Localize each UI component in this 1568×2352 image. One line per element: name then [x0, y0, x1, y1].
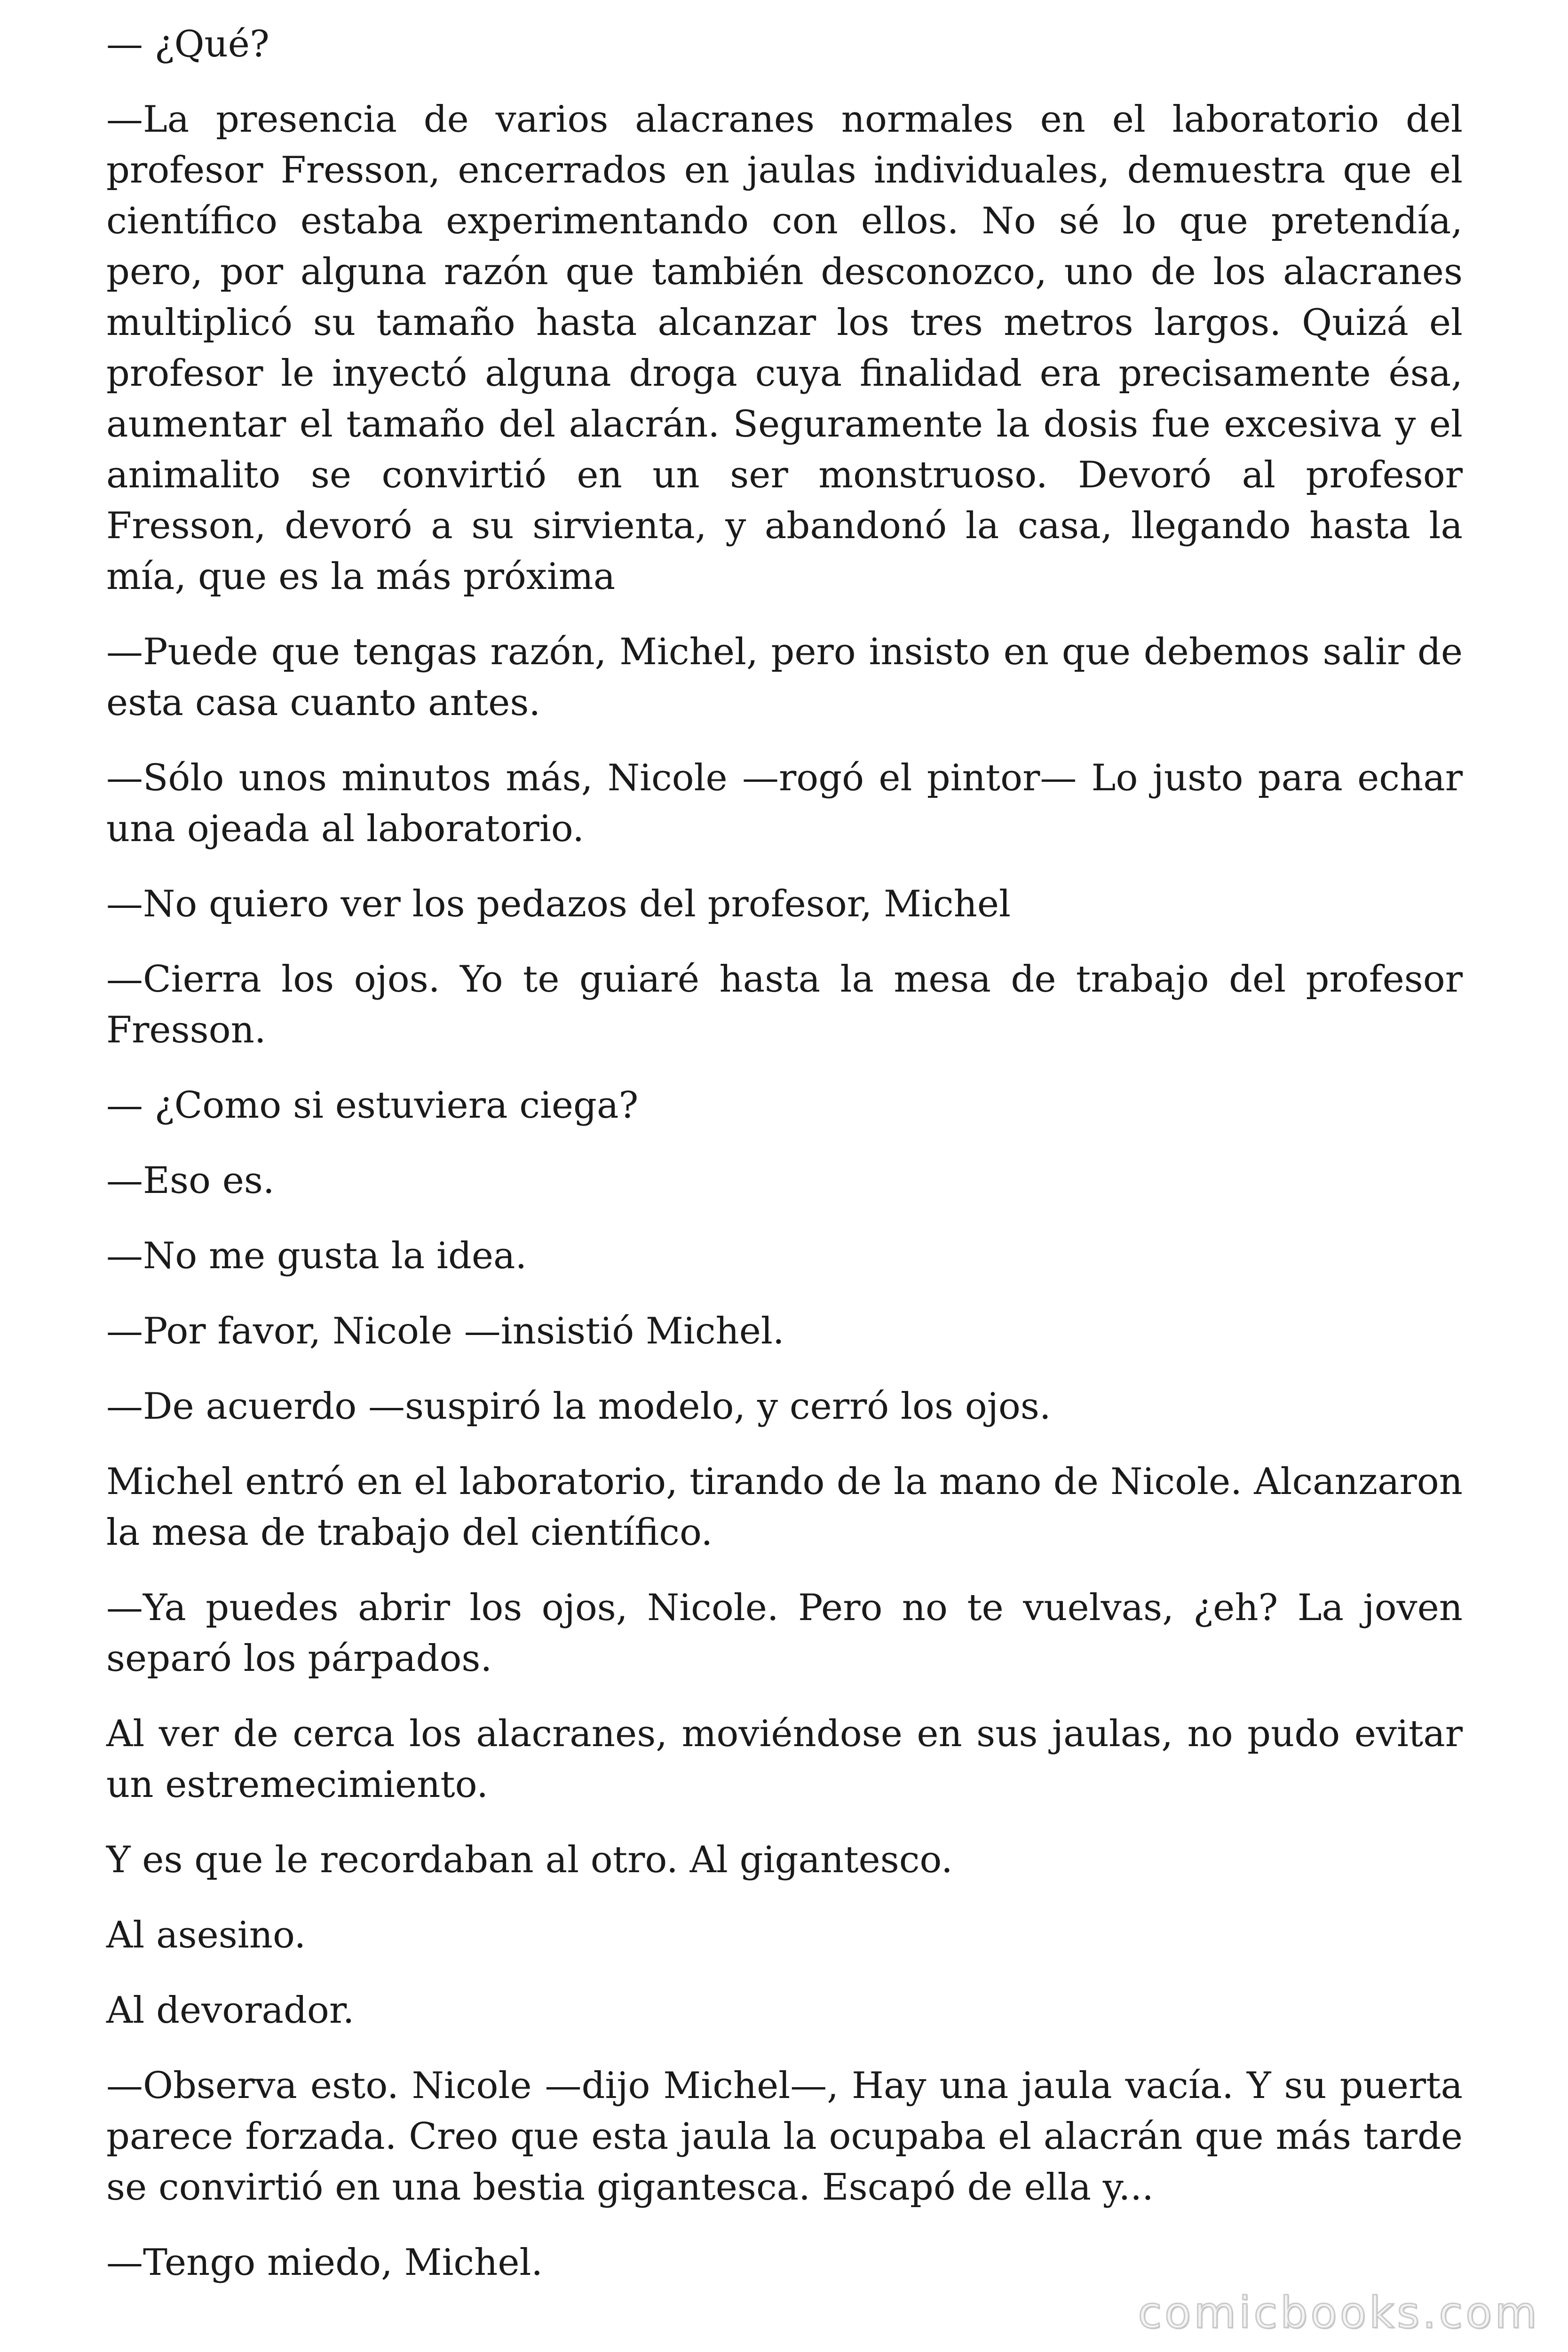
paragraph: Al ver de cerca los alacranes, moviéndose en sus jaulas, no pudo evitar un estremecimiento.	[106, 1713, 1463, 1806]
paragraph: —Tengo miedo, Michel.	[106, 2241, 543, 2284]
watermark: comicbooks.com	[1138, 2288, 1540, 2338]
book-page	[106, 19, 1463, 2312]
paragraph: —Cierra los ojos. Yo te guiaré hasta la mesa de trabajo del profesor Fresson.	[106, 958, 1463, 1051]
paragraph: — ¿Qué?	[106, 23, 269, 65]
paragraph: —Por favor, Nicole —insistió Michel.	[106, 1310, 784, 1352]
paragraph: — ¿Como si estuviera ciega?	[106, 1084, 639, 1127]
paragraph: —No me gusta la idea.	[106, 1235, 527, 1277]
paragraph: Al asesino.	[106, 1914, 306, 1956]
paragraph: —Eso es.	[106, 1160, 275, 1202]
paragraph: Michel entró en el laboratorio, tirando de la mano de Nicole. Alcanzaron la mesa de trabajo del científico.	[106, 1461, 1463, 1554]
paragraph: —Observa esto. Nicole —dijo Michel—, Hay una jaula vacía. Y su puerta parece forzada. Creo que esta jaula la ocupaba el alacrán que más tarde se convirtió en una bestia gigantesca. Escapó de ella y...	[106, 2065, 1463, 2209]
paragraph: —No quiero ver los pedazos del profesor, Michel	[106, 883, 1011, 925]
paragraph: —La presencia de varios alacranes normales en el laboratorio del profesor Fresson, encerrados en jaulas individuales, demuestra que el científico estaba experimentando con ellos. No sé lo que pretendía, pero, por alguna razón que también desconozco, uno de los alacranes multiplicó su tamaño hasta alcanzar los tres metros largos. Quizá el profesor le inyectó alguna droga cuya finalidad era precisamente ésa, aumentar el tamaño del alacrán. Seguramente la dosis fue excesiva y el animalito se convirtió en un ser monstruoso. Devoró al profesor Fresson, devoró a su sirvienta, y abandonó la casa, llegando hasta la mía, que es la más próxima	[106, 98, 1463, 598]
paragraph: Y es que le recordaban al otro. Al gigantesco.	[106, 1839, 953, 1881]
paragraph: —Ya puedes abrir los ojos, Nicole. Pero no te vuelvas, ¿eh? La joven separó los párpados.	[106, 1587, 1463, 1680]
paragraph: —De acuerdo —suspiró la modelo, y cerró los ojos.	[106, 1385, 1051, 1428]
paragraph: Al devorador.	[106, 1989, 355, 2032]
paragraph: —Sólo unos minutos más, Nicole —rogó el pintor— Lo justo para echar una ojeada al laboratorio.	[106, 757, 1463, 850]
paragraph: —Puede que tengas razón, Michel, pero insisto en que debemos salir de esta casa cuanto antes.	[106, 631, 1463, 724]
